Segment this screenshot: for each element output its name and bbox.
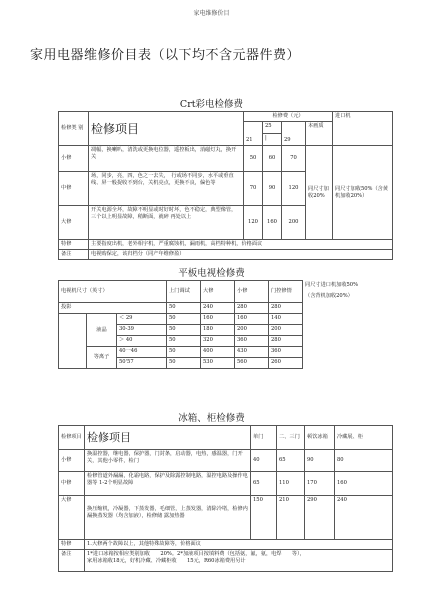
crt-header-21: 21 bbox=[244, 122, 263, 146]
flat-row-lcd40-v3: 360 bbox=[235, 336, 269, 347]
crt-row-big-v3: 200 bbox=[282, 206, 306, 240]
fridge-header-drink: 顿饮冰箱 bbox=[305, 426, 335, 450]
page-header: 家电维修价目 bbox=[193, 10, 230, 17]
flat-row-lcd29-v2: 160 bbox=[201, 314, 235, 325]
crt-note-import: 同尺寸加收50%（含黄机加收20%） bbox=[333, 146, 393, 240]
crt-special-text: 主要指度出机，老外相宇机，严重腐蚀机，漏雨机，高档特种机，价格面议 bbox=[89, 240, 393, 250]
flat-section-title: 平板电视检修费 bbox=[178, 268, 245, 279]
flat-row-plasma46-v4: 360 bbox=[269, 347, 303, 358]
crt-header-fee: 检修费（元） bbox=[244, 112, 333, 122]
flat-note-back: （含背机加收20%） bbox=[305, 292, 353, 299]
crt-header-import: 进口机 bbox=[333, 112, 393, 146]
crt-special-label: 特修 bbox=[59, 240, 89, 250]
flat-row-projection-v2: 240 bbox=[201, 303, 235, 314]
fridge-row-big-v1: 150 bbox=[251, 496, 277, 540]
flat-row-plasma46-v1: 50 bbox=[167, 347, 201, 358]
crt-row-mid-v2: 90 bbox=[263, 172, 282, 206]
fridge-row-big-v2: 210 bbox=[277, 496, 305, 540]
crt-row-small-v3: 70 bbox=[282, 146, 306, 172]
crt-header-quality: 本画质 bbox=[306, 122, 333, 146]
fridge-row-big-v3: 290 bbox=[305, 496, 335, 540]
flat-row-plasma57-v3: 560 bbox=[235, 358, 269, 369]
flat-row-plasma57-v2: 530 bbox=[201, 358, 235, 369]
crt-row-big-item: 开关电源全坏，故障不明显或时好时坏，色不稳定，典型像管，三个以上明显故障，稍断面，就碎 再处以上 bbox=[89, 206, 244, 240]
fridge-row-mid-v2: 110 bbox=[277, 472, 305, 496]
crt-row-mid-item: 场，同步，亮，四，色之一去失， 行或场不同步，水平或垂直线、屏一般捉收不到台，关机亮点，更换不良，偏色等 bbox=[89, 172, 244, 206]
flat-row-plasma57-v1: 50 bbox=[167, 358, 201, 369]
fridge-header-item: 检修项目 bbox=[87, 431, 131, 444]
crt-section-title: Crt彩电检修费 bbox=[179, 99, 244, 110]
fridge-row-mid-v1: 65 bbox=[251, 472, 277, 496]
flat-group-plasma: 等离子 bbox=[87, 347, 117, 369]
flat-row-lcd40-size: ＞ 40 bbox=[117, 336, 167, 347]
fridge-row-small-cat: 小修 bbox=[59, 450, 85, 472]
fridge-row-mid-item: 检修管道外漏漏，化霜电路，保护及除露控制电路，温控电路及操作电器等 1-2个明显故障 bbox=[85, 472, 251, 496]
flat-row-lcd39-v1: 50 bbox=[167, 325, 201, 336]
flat-header-minor: 小修 bbox=[235, 281, 269, 303]
flat-header-door: 门控修情 bbox=[269, 281, 303, 303]
crt-row-mid-cat: 中修 bbox=[59, 172, 89, 206]
fridge-row-mid-v3: 170 bbox=[305, 472, 335, 496]
fridge-header-single: 单门 bbox=[251, 426, 277, 450]
flat-row-lcd29-v1: 50 bbox=[167, 314, 201, 325]
crt-row-small-v1: 50 bbox=[244, 146, 263, 172]
flat-row-projection-label: 投影 bbox=[59, 303, 167, 314]
crt-row-small-cat: 小修 bbox=[59, 146, 89, 172]
flat-row-plasma46-v2: 400 bbox=[201, 347, 235, 358]
fridge-remark-line-1: 1*进口冰箱按相应类别加收 20%。2*加液项目按填料费（包括氨，氟，氨，电焊 等）， bbox=[87, 551, 305, 557]
crt-row-small-v2: 60 bbox=[263, 146, 282, 172]
flat-row-lcd29-v4: 140 bbox=[269, 314, 303, 325]
flat-row-lcd39-v3: 200 bbox=[235, 325, 269, 336]
flat-row-lcd40-v1: 50 bbox=[167, 336, 201, 347]
fridge-remark-line-2: 家用冰箱收18元，好机冷藏、冷藏柜收 15元，R60冰箱费用另计 bbox=[87, 558, 246, 564]
flat-row-lcd39-v2: 180 bbox=[201, 325, 235, 336]
crt-row-mid-v1: 70 bbox=[244, 172, 263, 206]
flat-row-plasma46-v3: 430 bbox=[235, 347, 269, 358]
flat-header-major: 大修 bbox=[201, 281, 235, 303]
crt-header-29: 29 bbox=[282, 122, 306, 146]
crt-row-big-cat: 大修 bbox=[59, 206, 89, 240]
crt-row-small-item: 凋幅，换喇叭，清洗或更换电位器，遥控板出，消磁灯丸，换开关 bbox=[89, 146, 244, 172]
fridge-special-text: 1.大修两个故障以上，其他特殊故障等，价格面议 bbox=[85, 540, 393, 550]
crt-header-25b: | bbox=[263, 134, 282, 146]
crt-header-item: 检修项目 bbox=[91, 121, 140, 136]
fridge-row-mid-v4: 160 bbox=[335, 472, 393, 496]
crt-row-mid-v3: 120 bbox=[282, 172, 306, 206]
flat-row-lcd40-v2: 320 bbox=[201, 336, 235, 347]
flat-row-plasma57-size: 50'57 bbox=[117, 358, 167, 369]
flat-row-lcd40-v4: 280 bbox=[269, 336, 303, 347]
crt-table bbox=[58, 111, 393, 260]
flat-header-size: 电视机尺寸（英寸） bbox=[59, 281, 167, 303]
flat-row-projection-v1: 50 bbox=[167, 303, 201, 314]
crt-row-big-v1: 120 bbox=[244, 206, 263, 240]
fridge-row-small-item: 换温控器，继电器，保护器，门封条，启动器，电热，感温器，门开关，其他小零件，检门 bbox=[85, 450, 251, 472]
fridge-header-category: 检修项目 bbox=[59, 426, 85, 450]
fridge-row-small-v3: 90 bbox=[305, 450, 335, 472]
fridge-section-title: 冰箱、柜检修费 bbox=[178, 413, 245, 424]
fridge-row-small-v1: 40 bbox=[251, 450, 277, 472]
fridge-row-small-v4: 80 bbox=[335, 450, 393, 472]
fridge-row-big-item: 换压缩机，冷凝器，下蒸发器，毛细管，上蒸发器，清除冷堵，检修内漏换蒸发器（均含加液），检修储 露加热器 bbox=[85, 496, 251, 540]
fridge-table bbox=[58, 425, 393, 572]
flat-note-import: 同尺寸进口机加收50% bbox=[305, 281, 359, 288]
fridge-row-big-cat: 大修 bbox=[59, 496, 85, 540]
flat-row-projection-v3: 280 bbox=[235, 303, 269, 314]
flat-row-plasma46-size: 40一46 bbox=[117, 347, 167, 358]
page-title: 家用电器维修价目表（以下均不含元器件费） bbox=[30, 48, 301, 63]
fridge-remark-label: 备注 bbox=[59, 550, 85, 572]
fridge-row-small-v2: 65 bbox=[277, 450, 305, 472]
flat-row-lcd29-v3: 160 bbox=[235, 314, 269, 325]
flat-row-lcd29-size: ＜ 29 bbox=[117, 314, 167, 325]
fridge-header-cabinet: 冷藏展、柜 bbox=[335, 426, 393, 450]
flat-header-onsite: 上门调试 bbox=[167, 281, 201, 303]
crt-remark-text: 电视购保定，该归档分（同产年维修盈） bbox=[89, 250, 393, 260]
crt-note-quality: 同尺寸加收20% bbox=[306, 146, 333, 240]
crt-header-category: 检修类 别 bbox=[59, 112, 89, 146]
crt-remark-label: 备注 bbox=[59, 250, 89, 260]
flat-row-plasma57-v4: 260 bbox=[269, 358, 303, 369]
flat-row-projection-v4: 280 bbox=[269, 303, 303, 314]
flat-row-lcd39-size: 30-39 bbox=[117, 325, 167, 336]
flat-group-lcd: 液晶 bbox=[87, 314, 117, 347]
fridge-row-mid-cat: 中修 bbox=[59, 472, 85, 496]
crt-header-25: 25 bbox=[263, 122, 282, 134]
fridge-header-double: 二、三门 bbox=[277, 426, 305, 450]
flat-table bbox=[58, 280, 393, 369]
fridge-special-label: 特修 bbox=[59, 540, 85, 550]
fridge-row-big-v4: 240 bbox=[335, 496, 393, 540]
crt-row-big-v2: 160 bbox=[263, 206, 282, 240]
flat-row-lcd39-v4: 200 bbox=[269, 325, 303, 336]
